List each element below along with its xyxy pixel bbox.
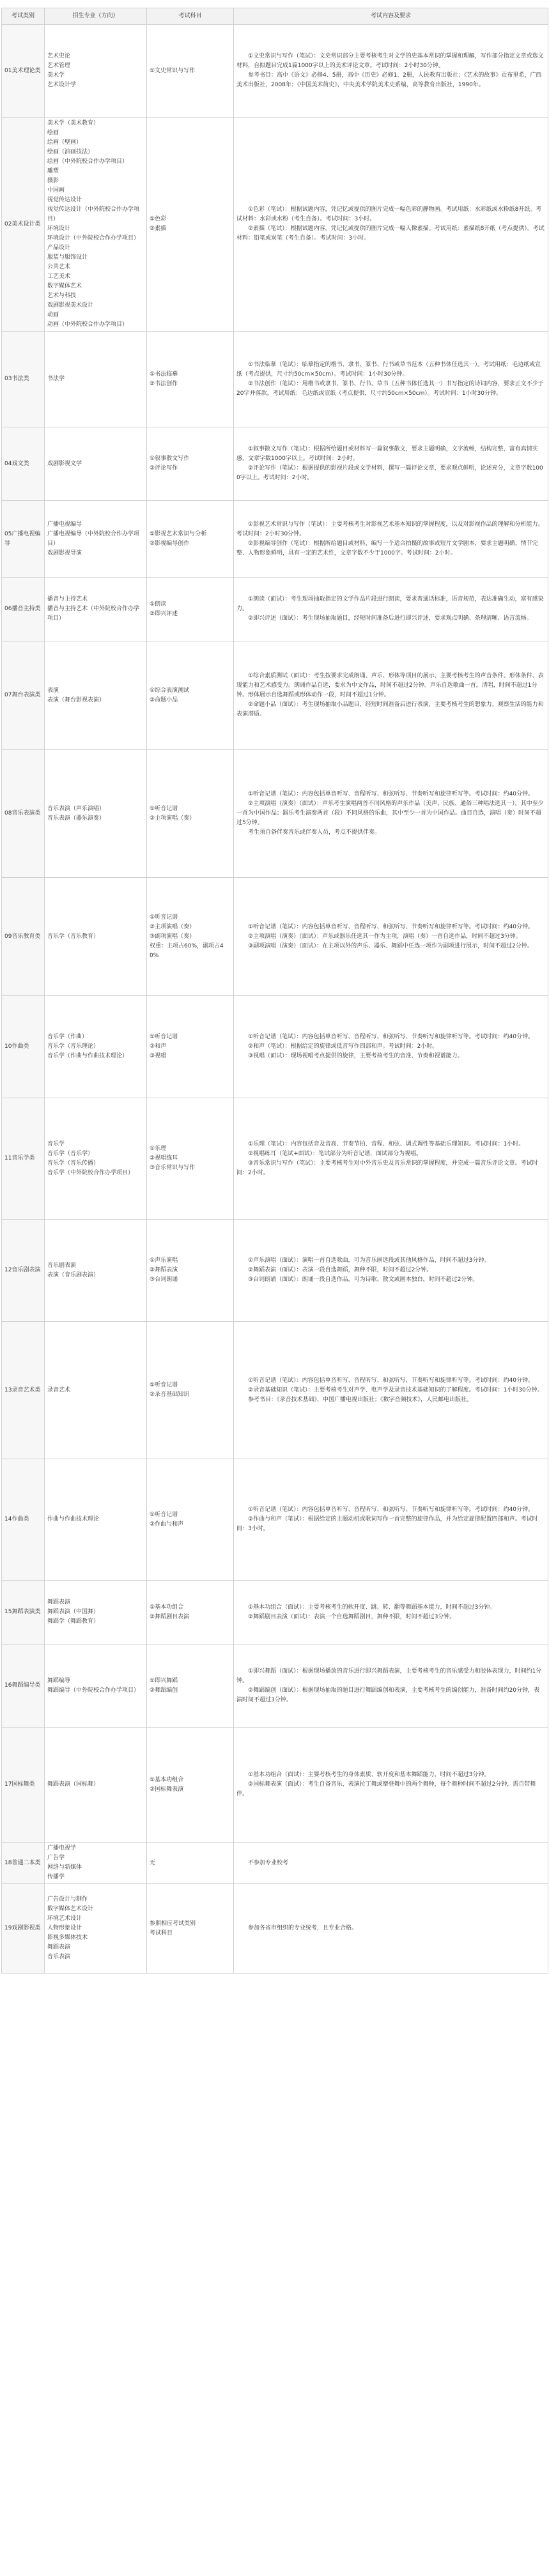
table-row xyxy=(2,25,548,118)
content-paragraph: ①影视艺术常识与写作（笔试）：主要考核考生对影视艺术基本知识的掌握程度，以及对影视作品的理解和分析能力。考试时间：2小时30分钟。 xyxy=(236,521,544,537)
content-cell xyxy=(234,750,548,878)
subject-item: ②素描 xyxy=(150,226,167,232)
major-list-cell xyxy=(45,1843,147,1884)
major-item: 摄影 xyxy=(47,178,59,184)
major-list-cell xyxy=(45,1322,147,1459)
major-item: 广播电视编导（中外院校合作办学项目） xyxy=(47,530,140,547)
content-paragraph: ②作曲与和声（笔试）：根据给定的主题动机或歌词写作一首完整的旋律作品，并为给定旋律配置四部和声。考试时间：3小时。 xyxy=(236,1516,538,1532)
content-cell xyxy=(234,1644,548,1728)
major-item: 工艺美术 xyxy=(47,273,71,280)
subject-item: ②舞蹈编创 xyxy=(150,1687,178,1694)
major-item: 戏剧影视导演 xyxy=(47,549,82,556)
major-item: 视觉传达设计 xyxy=(47,197,82,203)
table-body xyxy=(2,25,548,1974)
subject-list-cell xyxy=(147,1884,234,1974)
subject-item: 参照相应考试类别 xyxy=(150,1920,196,1927)
content-cell xyxy=(234,878,548,996)
subject-item: ③音乐常识与写作 xyxy=(150,1165,196,1171)
subject-list-cell xyxy=(147,332,234,427)
subject-item: ①声乐演唱 xyxy=(150,1257,178,1264)
major-item: 广播电视学 xyxy=(47,1845,77,1851)
major-item: 播音与主持艺术（中外院校合作办学项目） xyxy=(47,606,140,622)
subject-item: ③视唱 xyxy=(150,1053,167,1059)
subject-list-cell xyxy=(147,501,234,578)
major-item: 美术学（美术教育） xyxy=(47,120,100,126)
subject-list-cell xyxy=(147,996,234,1098)
content-paragraph: 考生须自备伴奏音乐或伴奏人员，考点不提供伴奏。 xyxy=(248,829,381,836)
major-item: 数字媒体艺术 xyxy=(47,283,82,289)
content-cell xyxy=(234,578,548,641)
major-list-cell xyxy=(45,1728,147,1843)
major-item: 传播学 xyxy=(47,1874,65,1880)
subject-list-cell xyxy=(147,750,234,878)
major-item: 音乐学（音乐传播） xyxy=(47,1160,100,1167)
table-row xyxy=(2,878,548,996)
table-row xyxy=(2,1098,548,1220)
major-item: 环境艺术设计 xyxy=(47,1915,82,1922)
subject-list-cell xyxy=(147,1322,234,1459)
table-header-row xyxy=(2,8,548,25)
content-cell xyxy=(234,1459,548,1581)
content-cell xyxy=(234,427,548,501)
subject-item: ②舞蹈剧目表演 xyxy=(150,1613,190,1620)
major-item: 视觉传达设计（中外院校合作办学项目） xyxy=(47,206,140,222)
subject-item: ②即兴评述 xyxy=(150,610,178,617)
table-row xyxy=(2,996,548,1098)
content-paragraph: ①朗读（面试）：考生现场抽取指定的文学作品片段进行朗读，要求普通话标准，语音规范，表达准确生动，富有感染力。 xyxy=(236,596,544,612)
major-item: 舞蹈表演（国标舞） xyxy=(47,1781,100,1788)
content-paragraph: ②舞蹈表演（面试）：表演一段自选舞蹈，舞种不限，时间不超过2分钟。 xyxy=(248,1267,433,1273)
major-item: 舞蹈表演 xyxy=(47,1599,71,1606)
major-list-cell xyxy=(45,1644,147,1728)
content-paragraph: ①乐理（笔试）：内容包括音及音高、节奏节拍、音程、和弦、调式调性等基础乐理知识。考试时间：1小时。 xyxy=(248,1140,525,1147)
major-item: 数字媒体艺术设计 xyxy=(47,1906,94,1912)
major-list-cell xyxy=(45,878,147,996)
content-paragraph: ②即兴评述（面试）：考生现场抽取题目，经短时间准备后进行即兴评述，要求观点明确、条理清晰、语言流畅。 xyxy=(248,615,532,622)
content-paragraph: ①色彩（笔试）：根据试题内容，凭记忆或提供的图片完成一幅色彩的静物画。考试用纸：水彩纸或水粉纸8开纸。考试材料：水彩或水粉（考生自备）。考试时间：3小时。 xyxy=(236,206,542,222)
content-paragraph: ①听音记谱（笔试）：内容包括单音听写、音程听写、和弦听写、节奏听写和旋律听写等。考试时间：约40分钟。 xyxy=(248,1506,534,1513)
table-row xyxy=(2,1581,548,1644)
content-cell xyxy=(234,118,548,332)
content-cell xyxy=(234,501,548,578)
exam-category-cell: 15舞蹈表演类 xyxy=(2,1581,45,1644)
major-list-cell xyxy=(45,332,147,427)
table-row xyxy=(2,1843,548,1884)
major-item: 服装与服饰设计 xyxy=(47,254,88,261)
content-paragraph: ①听音记谱（笔试）：内容包括单音听写、音程听写、和弦听写、节奏听写和旋律听写等。考试时间：约40分钟。 xyxy=(248,1034,534,1040)
major-item: 音乐表演（器乐演奏） xyxy=(47,815,105,822)
subject-item: ②录音基础知识 xyxy=(150,1392,190,1398)
subject-list-cell xyxy=(147,427,234,501)
content-paragraph: ①听音记谱（笔试）：内容包括单音听写、音程听写、和弦听写、节奏听写和旋律听写等。考试时间：约40分钟。 xyxy=(248,1377,534,1384)
subject-item: ①即兴舞蹈 xyxy=(150,1677,178,1684)
subject-item: ①听音记谱 xyxy=(150,1511,178,1518)
exam-category-cell: 02美术设计类 xyxy=(2,118,45,332)
content-paragraph: ③视唱（面试）：现场视唱考点提供的旋律，主要考核考生的音准、节奏和视谱能力。 xyxy=(248,1053,463,1059)
major-item: 音乐表演（声乐演唱） xyxy=(47,805,105,812)
table-row xyxy=(2,641,548,750)
content-paragraph: ①叙事散文写作（笔试）：根据所给题目或材料写一篇叙事散文，要求主题明确，文字流畅，结构完整，富有真情实感，文章字数1000字以上。考试时间：2小时。 xyxy=(236,446,538,462)
table-row xyxy=(2,578,548,641)
major-item: 音乐剧表演 xyxy=(47,1262,77,1269)
major-item: 绘画 xyxy=(47,130,59,136)
subject-item: ①书法临摹 xyxy=(150,371,178,378)
subject-list-cell xyxy=(147,578,234,641)
subject-item: ②书法创作 xyxy=(150,380,178,387)
exam-category-cell: 01美术理论类 xyxy=(2,25,45,118)
subject-list-cell xyxy=(147,641,234,750)
subject-item: ②评论写作 xyxy=(150,465,178,471)
major-list-cell xyxy=(45,1098,147,1220)
content-paragraph: ③台词朗诵（面试）：朗诵一段自选作品，可为诗歌、散文或剧本独白，时间不超过2分钟。 xyxy=(248,1276,479,1283)
major-list-cell xyxy=(45,118,147,332)
major-item: 音乐学（作曲与作曲技术理论） xyxy=(47,1053,128,1059)
major-item: 影视多媒体技术 xyxy=(47,1935,88,1941)
subject-item: ①文史常识与写作 xyxy=(150,67,196,74)
subject-item: ②作曲与和声 xyxy=(150,1521,184,1528)
table-row xyxy=(2,501,548,578)
exam-category-cell: 10作曲类 xyxy=(2,996,45,1098)
content-paragraph: ②和声（笔试）：根据给定的旋律或低音写作四部和声。考试时间：2小时。 xyxy=(248,1043,438,1050)
content-paragraph: ②书法创作（笔试）：用楷书或隶书、篆书、行书、草书（五种书体任选其一）书写指定的诗词内容，要求正文不少于20字并落款。考试用纸：毛边纸或宣纸（考点提供，尺寸约50cm×50cm）。考试时间：1小时30分钟。 xyxy=(236,380,544,397)
exam-category-cell: 16舞蹈编导类 xyxy=(2,1644,45,1728)
table-row xyxy=(2,1459,548,1581)
content-cell xyxy=(234,1884,548,1974)
major-item: 美术学 xyxy=(47,72,65,79)
major-list-cell xyxy=(45,750,147,878)
subject-item: 权重：主项占60%，副项占40% xyxy=(150,942,224,959)
content-cell xyxy=(234,1581,548,1644)
major-item: 动画（中外院校合作办学项目） xyxy=(47,321,128,328)
subject-item: ②主项演唱（奏） xyxy=(150,815,196,822)
major-list-cell xyxy=(45,641,147,750)
table-row xyxy=(2,1322,548,1459)
exam-category-cell: 18普通二本类 xyxy=(2,1843,45,1884)
content-paragraph: ②舞蹈剧目表演（面试）：表演一个自选舞蹈剧目，舞种不限，时间不超过3分钟。 xyxy=(248,1613,456,1620)
major-item: 音乐学（作曲） xyxy=(47,1034,88,1040)
content-paragraph: ①声乐演唱（面试）：演唱一首自选歌曲，可为音乐剧选段或其他风格作品，时间不超过3分钟。 xyxy=(248,1257,490,1264)
content-cell xyxy=(234,332,548,427)
major-list-cell xyxy=(45,1884,147,1974)
exam-category-cell: 13录音艺术类 xyxy=(2,1322,45,1459)
header-content: 考试内容及要求 xyxy=(234,8,548,25)
content-cell xyxy=(234,996,548,1098)
major-item: 表演（舞台影视表演） xyxy=(47,696,105,703)
major-item: 人物形象设计 xyxy=(47,1925,82,1931)
major-list-cell xyxy=(45,578,147,641)
major-item: 戏剧影视文学 xyxy=(47,460,82,467)
exam-category-cell: 14作曲类 xyxy=(2,1459,45,1581)
exam-category-cell: 07舞台表演类 xyxy=(2,641,45,750)
content-paragraph: ②录音基础知识（笔试）：主要考核考生对声学、电声学及录音技术基础知识的了解程度。考试时间：1小时30分钟。 xyxy=(248,1386,543,1393)
table-row xyxy=(2,750,548,878)
major-item: 音乐学（音乐学） xyxy=(47,1150,94,1157)
content-cell xyxy=(234,1843,548,1884)
major-item: 舞蹈表演（中国舞） xyxy=(47,1609,100,1615)
content-cell xyxy=(234,1098,548,1220)
major-item: 舞蹈表演 xyxy=(47,1944,71,1951)
content-paragraph: ①听音记谱（笔试）：内容包括单音听写、音程听写、和弦听写、节奏听写和旋律听写等。考试时间：约40分钟。 xyxy=(248,923,534,930)
header-major: 招生专业（方向） xyxy=(45,8,147,25)
major-item: 环境设计 xyxy=(47,226,71,232)
header-category: 考试类别 xyxy=(2,8,45,25)
content-paragraph: ③音乐常识与写作（笔试）：主要考核考生对中外音乐史及音乐常识的掌握程度，并完成一篇音乐评论文章。考试时间：2小时。 xyxy=(236,1160,538,1176)
exam-category-cell: 11音乐学类 xyxy=(2,1098,45,1220)
content-paragraph: ②视唱练耳（笔试+面试）：笔试部分为听音记谱，面试部分为视唱。 xyxy=(248,1150,422,1157)
major-item: 表演（音乐剧表演） xyxy=(47,1271,100,1278)
major-item: 舞蹈编导 xyxy=(47,1677,71,1684)
subject-list-cell xyxy=(147,1459,234,1581)
exam-category-cell: 08音乐表演类 xyxy=(2,750,45,878)
subject-list-cell xyxy=(147,1581,234,1644)
content-paragraph: ①书法临摹（笔试）：临摹指定的楷书、隶书、篆书、行书或草书范本（五种书体任选其一）。考试用纸：毛边纸或宣纸（考点提供，尺寸约50cm×50cm）。考试时间：1小时30分钟。 xyxy=(236,361,541,378)
subject-item: ②国标舞表演 xyxy=(150,1786,184,1793)
major-item: 广告学 xyxy=(47,1855,65,1861)
major-item: 产品设计 xyxy=(47,245,71,251)
header-subject: 考试科目 xyxy=(147,8,234,25)
exam-category-cell: 19戏剧影视类 xyxy=(2,1884,45,1974)
major-item: 舞蹈编导（中外院校合作办学项目） xyxy=(47,1687,140,1694)
subject-item: ①听音记谱 xyxy=(150,1034,178,1040)
major-item: 广告设计与制作 xyxy=(47,1896,88,1903)
content-paragraph: ①听音记谱（笔试）：内容包括单音听写、音程听写、和弦听写、节奏听写和旋律听写等。考试时间：约40分钟。 xyxy=(248,791,534,797)
major-item: 音乐表演 xyxy=(47,1954,71,1960)
content-cell xyxy=(234,1322,548,1459)
subject-item: ②主项演唱（奏） xyxy=(150,923,196,930)
major-item: 音乐学 xyxy=(47,1140,65,1147)
major-list-cell xyxy=(45,1459,147,1581)
major-item: 艺术史论 xyxy=(47,53,71,59)
major-item: 动画 xyxy=(47,312,59,318)
major-item: 音乐学（音乐理论） xyxy=(47,1043,100,1050)
table-row xyxy=(2,1884,548,1974)
subject-item: ②影视编导创作 xyxy=(150,540,190,547)
table-row xyxy=(2,1728,548,1843)
major-item: 表演 xyxy=(47,687,59,694)
content-paragraph: ②舞蹈编创（面试）：根据现场抽取的题目进行舞蹈编创和表演，主要考核考生的编创能力，准备时间约20分钟，表演时间不超过3分钟。 xyxy=(236,1687,540,1703)
content-paragraph: ②主项演唱（演奏）（面试）：声乐考生演唱两首不同风格的声乐作品（美声、民族、通俗三种唱法选其一），其中至少一首为中国作品；器乐考生演奏两首（段）不同风格的乐曲，其中至少一首为中国作品。曲目自选，演唱（奏）时间不超过5分钟。 xyxy=(236,801,544,826)
major-list-cell xyxy=(45,25,147,118)
content-paragraph: ①基本功组合（面试）：主要考核考生的身体素质、软开度和基本舞蹈能力，时间不超过3分钟。 xyxy=(248,1772,490,1778)
subject-item: ①叙事散文写作 xyxy=(150,456,190,462)
major-item: 绘画（油画技法） xyxy=(47,149,94,155)
subject-item: ①听音记谱 xyxy=(150,805,178,812)
content-paragraph: ①综合素质测试（面试）：考生按要求完成朗诵、声乐、形体等项目的展示，主要考核考生的声音条件、形体条件、表现能力和艺术感受力。朗诵作品自选，要求为中文作品，时间不超过2分钟。声乐自选歌曲一首，清唱，时间不超过1分钟。形体展示自选舞蹈或形体动作一段，时间不超过1分钟。 xyxy=(236,673,544,698)
major-list-cell xyxy=(45,501,147,578)
content-paragraph: 参考书目：高中《语文》必修4、5册，高中《历史》必修1、2册，人民教育出版社；《艺术的故事》贡布里希，广西美术出版社，2008年；《中国美术简史》，中央美术学院美术史系编，高等教育出版社，1990年。 xyxy=(236,72,542,88)
subject-list-cell xyxy=(147,1098,234,1220)
exam-category-cell: 17国标舞类 xyxy=(2,1728,45,1843)
major-item: 录音艺术 xyxy=(47,1386,71,1393)
admissions-exam-table xyxy=(1,8,548,1974)
content-paragraph: ①文史常识与写作（笔试）：文史常识部分主要考核考生对文学的史基本常识的掌握和理解，写作部分指定文章或选文材料，自拟题目完成1篇1000字以上的美术评论文章。考试时间：2小时30分钟。 xyxy=(236,53,544,69)
major-item: 公共艺术 xyxy=(47,264,71,270)
subject-item: ①听音记谱 xyxy=(150,1382,178,1388)
major-item: 环境设计（中外院校合作办学项目） xyxy=(47,235,140,241)
major-item: 绘画（中外院校合作办学项目） xyxy=(47,158,128,165)
subject-item: 考试科目 xyxy=(150,1929,173,1936)
subject-item: ②舞蹈表演 xyxy=(150,1267,178,1273)
content-cell xyxy=(234,1220,548,1322)
major-item: 绘画（壁画） xyxy=(47,139,82,146)
exam-category-cell: 04戏文类 xyxy=(2,427,45,501)
content-paragraph: ③副项演唱（演奏）（面试）：在主项以外的声乐、器乐、舞蹈中任选一项作为副项进行展示，时间不超过2分钟。 xyxy=(248,942,533,949)
content-paragraph: ②素描（笔试）：根据试题内容，凭记忆或提供的图片完成一幅人像素描。考试用纸：素描纸8开纸（考点提供）。考试材料：铅笔或炭笔（考生自备）。考试时间：3小时。 xyxy=(236,226,545,241)
table-row xyxy=(2,427,548,501)
subject-list-cell xyxy=(147,1728,234,1843)
content-paragraph: ①即兴舞蹈（面试）：根据现场播放的音乐进行即兴舞蹈表演，主要考核考生的音乐感受力和肢体表现力，时间约1分钟。 xyxy=(236,1667,542,1684)
subject-item: ②视唱练耳 xyxy=(150,1155,178,1162)
subject-list-cell xyxy=(147,118,234,332)
major-item: 舞蹈学（舞蹈教育） xyxy=(47,1618,100,1625)
exam-category-cell: 09音乐教育类 xyxy=(2,878,45,996)
content-cell xyxy=(234,641,548,750)
subject-item: ①基本功组合 xyxy=(150,1604,184,1611)
content-cell xyxy=(234,1728,548,1843)
major-item: 书法学 xyxy=(47,376,65,382)
content-paragraph: ②国标舞表演（面试）：考生自备音乐，表演拉丁舞或摩登舞中的两个舞种，每个舞种时间不超过2分钟，需自带舞伴。 xyxy=(236,1781,536,1797)
subject-item: 无 xyxy=(150,1859,156,1866)
major-list-cell xyxy=(45,427,147,501)
subject-item: ①乐理 xyxy=(150,1146,167,1152)
major-item: 中国画 xyxy=(47,187,65,194)
major-item: 音乐学（音乐教育） xyxy=(47,933,100,940)
subject-list-cell xyxy=(147,25,234,118)
major-item: 播音与主持艺术 xyxy=(47,596,88,602)
major-list-cell xyxy=(45,1220,147,1322)
table-row xyxy=(2,1220,548,1322)
content-paragraph: ②主项演唱（演奏）（面试）：声乐或器乐任选其一作为主项，演唱（奏）一首自选作品，时间不超过3分钟。 xyxy=(248,933,522,940)
subject-item: ①朗读 xyxy=(150,601,167,608)
subject-item: ③台词朗诵 xyxy=(150,1276,178,1283)
content-paragraph: 参加各省市组织的专业统考，且专业合格。 xyxy=(248,1925,358,1931)
content-paragraph: 不参加专业校考 xyxy=(248,1859,289,1866)
content-paragraph: ②评论写作（笔试）：根据提供的影视片段或文学材料，撰写一篇评论文章，要求观点鲜明，论述充分，文章字数1000字以上。考试时间：2小时。 xyxy=(236,465,543,481)
major-item: 戏剧影视美术设计 xyxy=(47,302,94,309)
content-paragraph: 参考书目：《录音技术基础》，中国广播电视出版社；《数字音频技术》，人民邮电出版社。 xyxy=(248,1396,473,1403)
content-paragraph: ②命题小品（面试）：考生现场抽取小品题目，经短时间准备后进行表演，主要考核考生的想象力、观察生活的能力和表演潜质。 xyxy=(236,702,544,717)
subject-item: ②命题小品 xyxy=(150,696,178,703)
exam-category-cell: 12音乐剧表演 xyxy=(2,1220,45,1322)
table-row xyxy=(2,332,548,427)
exam-category-cell: 03书法类 xyxy=(2,332,45,427)
subject-list-cell xyxy=(147,878,234,996)
major-item: 艺术管理 xyxy=(47,63,71,69)
major-list-cell xyxy=(45,996,147,1098)
subject-item: ②和声 xyxy=(150,1043,167,1050)
subject-list-cell xyxy=(147,1644,234,1728)
major-item: 雕塑 xyxy=(47,168,59,174)
subject-item: ①综合表演测试 xyxy=(150,687,190,694)
subject-list-cell xyxy=(147,1220,234,1322)
major-item: 音乐学（中外院校合作办学项目） xyxy=(47,1169,134,1176)
content-paragraph: ①基本功组合（面试）：主要考核考生的软开度、跳、转、翻等舞蹈基本能力，时间不超过3分钟。 xyxy=(248,1604,496,1611)
major-list-cell xyxy=(45,1581,147,1644)
subject-item: ①基本功组合 xyxy=(150,1776,184,1783)
subject-list-cell xyxy=(147,1843,234,1884)
major-item: 艺术与科技 xyxy=(47,293,77,299)
major-item: 广播电视编导 xyxy=(47,521,82,528)
subject-item: ①色彩 xyxy=(150,216,167,222)
major-item: 网络与新媒体 xyxy=(47,1864,82,1871)
exam-category-cell: 06播音主持类 xyxy=(2,578,45,641)
major-item: 作曲与作曲技术理论 xyxy=(47,1516,100,1522)
content-cell xyxy=(234,25,548,118)
table-row xyxy=(2,118,548,332)
exam-category-cell: 05广播电视编导 xyxy=(2,501,45,578)
content-paragraph: ②影视编导创作（笔试）：根据所给题目或材料，编写一个适合拍摄的故事或短片文学剧本，要求主题明确、情节完整、人物形象鲜明，具有一定的艺术性，文章字数不少于1000字。考试时间：2小时。 xyxy=(236,540,538,556)
table-row xyxy=(2,1644,548,1728)
subject-item: ①听音记谱 xyxy=(150,914,178,921)
major-item: 艺术设计学 xyxy=(47,82,77,88)
subject-item: ①影视艺术常识与分析 xyxy=(150,530,207,537)
subject-item: ③副项演唱（奏） xyxy=(150,933,196,940)
